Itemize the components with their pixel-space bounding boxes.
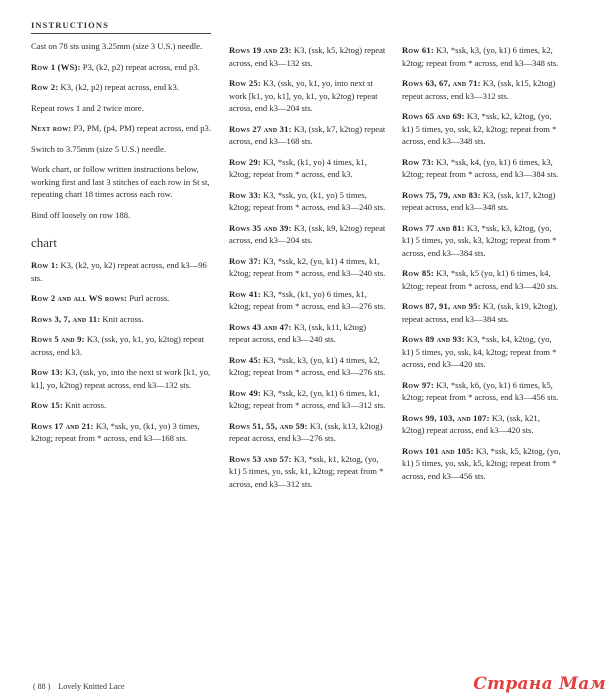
instruction-paragraph [402,333,562,371]
instruction-paragraph [402,379,562,404]
instruction-paragraph [31,313,211,326]
chart-rows-col2 [229,44,389,490]
middle-column [229,44,389,498]
instruction-paragraph [402,44,562,69]
instruction-paragraph [402,156,562,181]
page-number: ( 88 ) [33,682,51,691]
row-text: Repeat rows 1 and 2 twice more. [31,102,144,113]
instruction-paragraph [402,445,562,483]
row-label: Rows 17 and 21: [31,420,94,431]
row-text: K3, *ssk, yo, (k1, yo) 5 times, k2tog; repeat from * across, end k3—240 sts. [229,189,386,212]
instruction-paragraph [31,209,211,222]
row-label: Rows 51, 55, and 59: [229,420,308,431]
row-text: K3, *ssk, k3, (yo, k1) 6 times, k2, k2tog; repeat from * across, end k3—348 sts. [402,45,559,68]
row-text: K3, *ssk, k3, k2tog, (yo, k1) 5 times, yo, ssk, k3, k2tog; repeat from * across, end k3—384 sts. [402,222,557,258]
row-text: K3, *ssk, k2, k2tog, (yo, k1) 5 times, yo, ssk, k2, k2tog; repeat from * across, end k3—348 sts. [402,111,557,146]
instruction-paragraph [229,321,389,346]
row-text: K3, *ssk, k4, k2tog, (yo, k1) 5 times, yo, ssk, k4, k2tog; repeat from * across, end k3—420 sts. [402,334,557,369]
row-text: Purl across. [127,293,170,303]
site-watermark-logo: Страна Мам [473,674,606,694]
row-text: K3, *ssk, yo, (k1, yo) 3 times, k2tog; repeat from * across, end k3—168 sts. [31,420,200,443]
row-text: K3, *ssk, k5, k2tog, (yo, k1) 5 times, yo, ssk, k5, k2tog; repeat from * across, end k3—456 sts. [402,445,561,481]
instruction-paragraph [31,366,211,391]
instruction-paragraph [402,267,562,292]
left-column [31,20,211,453]
row-label: Row 73: [402,156,434,167]
instruction-paragraph [31,102,211,115]
row-label: Row 37: [229,255,261,266]
row-label: Row 41: [229,288,261,299]
row-label: Rows 53 and 57: [229,453,292,464]
row-label: Rows 101 and 105: [402,445,474,456]
instruction-paragraph [402,222,562,260]
row-text: K3, (k2, yo, k2) repeat across, end k3—96 sts. [31,260,207,283]
instruction-paragraph [31,259,211,284]
instruction-paragraph [229,387,389,412]
instruction-paragraph [402,412,562,437]
row-label: Rows 3, 7, and 11: [31,313,101,324]
row-label: Rows 89 and 93: [402,334,465,344]
instruction-paragraph [31,163,211,201]
instruction-paragraph [229,156,389,181]
row-label: Row 2 and all WS rows: [31,293,128,303]
row-text: Knit across. [100,313,144,324]
row-text: K3, (ssk, k7, k2tog) repeat across, end k3—168 sts. [229,123,386,146]
row-text: K3, *ssk, (k1, yo) 6 times, k1, k2tog; repeat from * across, end k3—276 sts. [229,288,386,311]
instruction-paragraph [31,420,211,445]
row-label: Row 1: [31,260,59,270]
row-label: Rows 77 and 81: [402,222,465,233]
row-label: Rows 63, 67, and 71: [402,78,481,88]
instruction-paragraph [31,61,211,74]
row-text: K3, *ssk, k5 (yo, k1) 6 times, k4, k2tog; repeat from * across, end k3—420 sts. [402,268,559,291]
instruction-paragraph [31,143,211,156]
instruction-paragraph [31,292,211,305]
row-text: K3, *ssk, (k1, yo) 4 times, k1, k2tog; repeat from * across, end k3. [229,156,367,179]
row-label: Row 13: [31,367,63,377]
row-label: Row 61: [402,45,434,55]
row-label: Row 49: [229,387,261,398]
row-label: Row 25: [229,78,261,88]
instruction-paragraph [31,399,211,412]
page-footer [33,682,131,691]
row-text: K3, *ssk, k4, (yo, k1) 6 times, k3, k2tog; repeat from * across, end k3—384 sts. [402,156,559,179]
row-text: K3, (ssk, k9, k2tog) repeat across, end k3—204 sts. [229,222,386,245]
row-text: P3, (k2, p2) repeat across, end p3. [80,61,200,72]
instruction-paragraph [402,77,562,102]
instruction-paragraph [229,288,389,313]
row-text: K3, *ssk, k3, (yo, k1) 4 times, k2, k2tog; repeat from * across, end k3—276 sts. [229,354,386,377]
instruction-paragraph [229,453,389,491]
row-label: Rows 5 and 9: [31,334,85,344]
instruction-paragraph [229,189,389,214]
instruction-paragraph [402,300,562,325]
instruction-paragraph [31,81,211,94]
row-label: Row 85: [402,268,434,278]
row-text: K3, (ssk, yo, k1, yo, into next st work [k1, yo, k1], yo, k1, yo, k2tog) repeat across, end k3—204 sts. [229,78,378,113]
row-label: Row 45: [229,354,261,365]
row-label: Row 15: [31,400,63,410]
row-label: Rows 35 and 39: [229,222,292,233]
instruction-paragraph [402,110,562,148]
row-text: K3, (ssk, yo, k1, yo, k2tog) repeat across, end k3. [31,334,205,357]
chart-rows-col1 [31,259,211,445]
instruction-paragraph [402,189,562,214]
instruction-paragraph [31,40,211,53]
instruction-paragraph [229,420,389,445]
row-label: Row 33: [229,189,261,200]
row-label: Row 2: [31,82,59,92]
row-text: P3, PM, (p4, PM) repeat across, end p3. [71,123,211,133]
row-text: Switch to 3.75mm (size 5 U.S.) needle. [31,143,167,154]
row-label: Rows 75, 79, and 83: [402,189,481,200]
row-text: K3, (ssk, yo, into the next st work [k1, yo, k1], yo, k2tog) repeat across, end k3—132 sts. [31,367,211,390]
row-text: K3, (ssk, k15, k2tog) repeat across, end k3—312 sts. [402,78,556,101]
row-text: Cast on 78 sts using 3.25mm (size 3 U.S.) needle. [31,41,203,51]
row-label: Next row: [31,123,72,133]
instruction-paragraph [229,222,389,247]
row-text: K3, *ssk, k2, (yo, k1) 4 times, k1, k2tog; repeat from * across, end k3—240 sts. [229,255,386,278]
instructions-heading: INSTRUCTIONS [31,20,211,34]
row-text: K3, (ssk, k19, k2tog), repeat across, end k3—384 sts. [402,301,558,324]
right-column [402,44,562,490]
row-label: Rows 19 and 23: [229,45,292,55]
row-text: Work chart, or follow written instructions below, working first and last 3 stitches of each row in St st, repeating chart 18 times across each row. [31,164,210,199]
row-label: Rows 99, 103, and 107: [402,412,490,423]
row-text: Knit across. [62,400,107,410]
instruction-paragraph [229,44,389,69]
row-label: Row 1 (WS): [31,61,81,72]
instruction-paragraph [229,255,389,280]
row-text: K3, (ssk, k5, k2tog) repeat across, end k3—132 sts. [229,45,386,68]
instruction-paragraph [229,123,389,148]
chart-heading: chart [31,235,57,250]
instruction-paragraph [229,77,389,115]
row-label: Row 97: [402,379,434,390]
row-label: Rows 43 and 47: [229,321,292,332]
row-text: K3, (ssk, k17, k2tog) repeat across, end k3—348 sts. [402,189,556,212]
row-text: K3, (ssk, k11, k2tog) repeat across, end k3—240 sts. [229,321,367,344]
row-text: K3, *ssk, k1, k2tog, (yo, k1) 5 times, yo, ssk, k1, k2tog; repeat from * across, end k3—312 sts. [229,453,384,489]
row-text: K3, (ssk, k13, k2tog) repeat across, end k3—276 sts. [229,420,383,443]
row-label: Rows 65 and 69: [402,111,465,121]
instruction-paragraph [31,122,211,135]
row-label: Row 29: [229,156,261,167]
instruction-paragraph [229,354,389,379]
row-text: K3, (k2, p2) repeat across, end k3. [58,82,179,92]
book-title: Lovely Knitted Lace [58,682,125,691]
row-label: Rows 27 and 31: [229,123,292,134]
row-text: K3, (ssk, k21, k2tog) repeat across, end k3—420 sts. [402,412,540,435]
row-label: Rows 87, 91, and 95: [402,301,481,311]
row-text: Bind off loosely on row 188. [31,209,131,220]
row-text: K3, *ssk, k2, (yo, k1) 6 times, k1, k2tog; repeat from * across, end k3—312 sts. [229,387,386,410]
row-text: K3, *ssk, k6, (yo, k1) 6 times, k5, k2tog; repeat from * across, end k3—456 sts. [402,379,559,402]
instructions-list [31,40,211,221]
chart-rows-col3 [402,44,562,482]
instruction-paragraph [31,333,211,358]
